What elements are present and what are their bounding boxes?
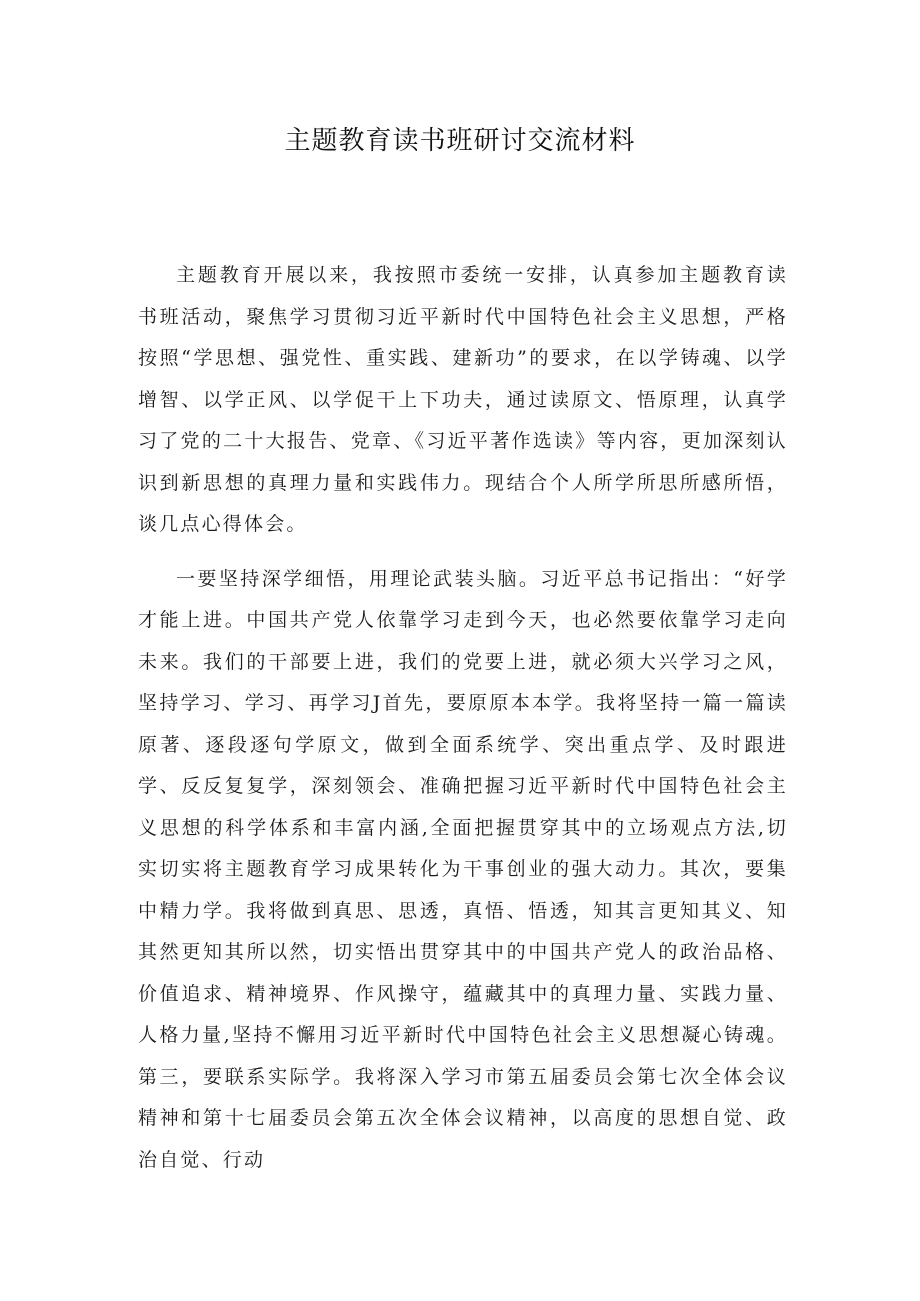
paragraph-study: 一要坚持深学细悟，用理论武装头脑。习近平总书记指出：“好学才能上进。中国共产党人依靠学习走到今天，也必然要依靠学习走向未来。我们的干部要上进，我们的党要上进，就必须大兴学习之风，坚持学习、学习、再学习J首先，要原原本本学。我将坚持一篇一篇读原著、逐段逐句学原文，做到全面系统学、突出重点学、及时跟进学、反反复复学，深刻领会、准确把握习近平新时代中国特色社会主义思想的科学体系和丰富内涵,全面把握贯穿其中的立场观点方法,切实切实将主题教育学习成果转化为干事创业的强大动力。其次，要集中精力学。我将做到真思、思透，真悟、悟透，知其言更知其义、知其然更知其所以然，切实悟出贯穿其中的中国共产党人的政治品格、价值追求、精神境界、作风操守，蕴藏其中的真理力量、实践力量、人格力量,坚持不懈用习近平新时代中国特色社会主义思想凝心铸魂。第三，要联系实际学。我将深入学习市第五届委员会第七次全体会议精神和第十七届委员会第五次全体会议精神，以高度的思想自觉、政治自觉、行动 (138, 567, 788, 1171)
document-title: 主题教育读书班研讨交流材料 (284, 126, 636, 156)
paragraph-intro: 主题教育开展以来，我按照市委统一安排，认真参加主题教育读书班活动，聚焦学习贯彻习近平新时代中国特色社会主义思想，严格按照“学思想、强党性、重实践、建新功”的要求，在以学铸魂、以学增智、以学正风、以学促干上下功夫，通过读原文、悟原理，认真学习了党的二十大报告、党章、《习近平著作选读》等内容，更加深刻认识到新思想的真理力量和实践伟力。现结合个人所学所思所感所悟，谈几点心得体会。 (138, 264, 788, 535)
document-body (138, 255, 788, 1181)
